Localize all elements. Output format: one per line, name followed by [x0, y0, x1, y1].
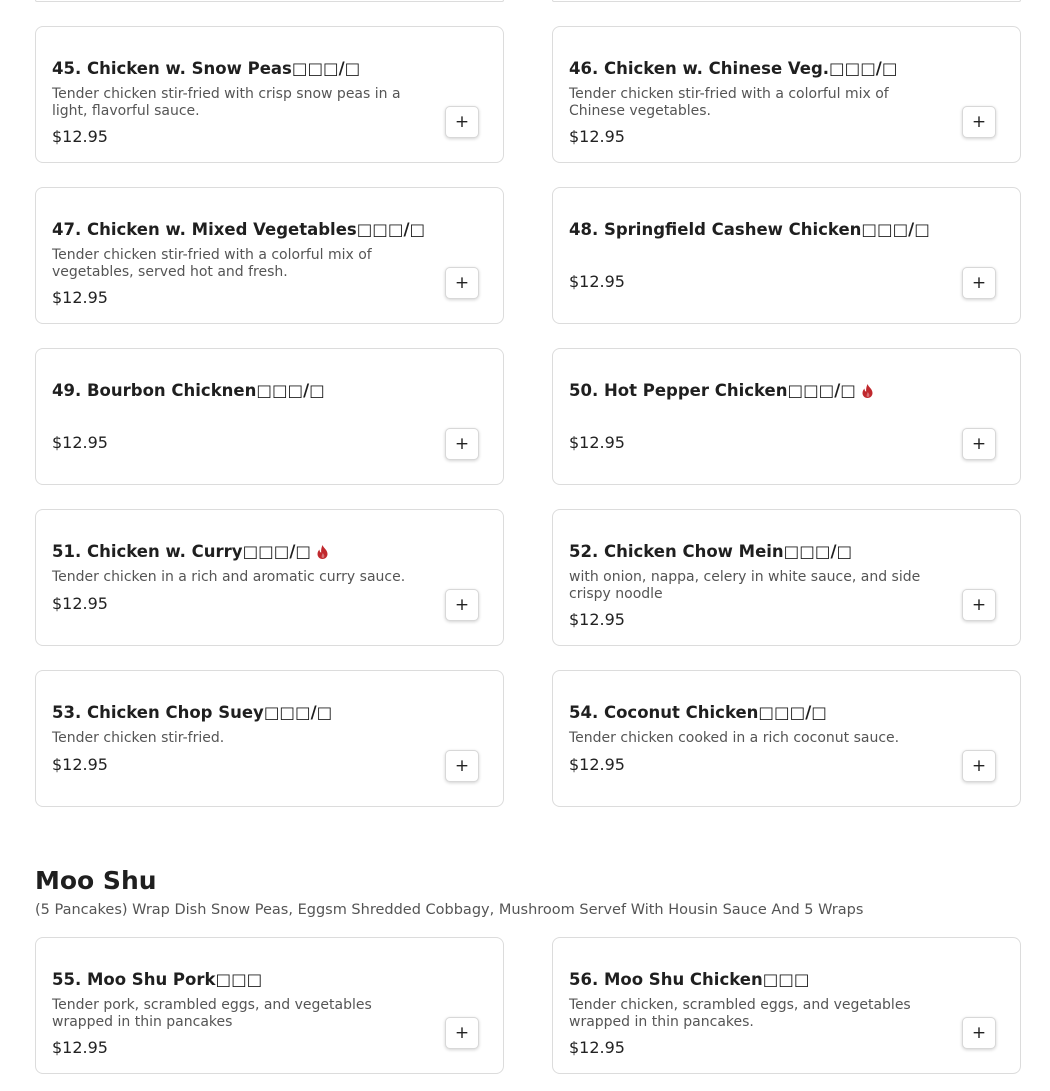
add-to-cart-button[interactable]: + [445, 106, 479, 138]
add-to-cart-button[interactable]: + [962, 428, 996, 460]
menu-item-chinese-name: □□□/□ [263, 703, 333, 722]
menu-item-chinese-name: □□□/□ [829, 59, 898, 78]
menu-item-description: Tender chicken stir-fried with a colorful mix of vegetables, served hot and fresh. [52, 247, 372, 280]
menu-item-card[interactable] [552, 26, 1021, 163]
menu-item-title [52, 703, 332, 722]
menu-item-title [569, 542, 852, 561]
menu-item-price: $12.95 [569, 127, 625, 146]
menu-item-name: 54. Coconut Chicken [569, 703, 759, 722]
menu-item-title [569, 703, 827, 722]
menu-item-chinese-name: □□□ [762, 970, 810, 989]
add-to-cart-button[interactable]: + [445, 750, 479, 782]
menu-item-name: 55. Moo Shu Pork [52, 970, 216, 989]
menu-item-name: 45. Chicken w. Snow Peas [52, 59, 292, 78]
add-to-cart-button[interactable]: + [445, 1017, 479, 1049]
menu-item-description: with onion, nappa, celery in white sauce, and side crispy noodle [569, 569, 921, 602]
menu-item-chinese-name: □□□ [215, 970, 263, 989]
menu-item-price: $12.95 [569, 272, 625, 291]
menu-item-card[interactable] [552, 348, 1021, 485]
menu-item-price: $12.95 [52, 1038, 108, 1057]
menu-item-price: $12.95 [52, 755, 108, 774]
menu-item-chinese-name: □□□/□ [783, 542, 853, 561]
add-to-cart-button[interactable]: + [445, 589, 479, 621]
menu-item-card-partial [35, 0, 504, 2]
menu-item-card[interactable] [35, 26, 504, 163]
add-to-cart-button[interactable]: + [962, 1017, 996, 1049]
menu-item-description: Tender chicken stir-fried. [52, 730, 225, 746]
menu-item-description: Tender chicken, scrambled eggs, and vegetables wrapped in thin pancakes. [569, 997, 911, 1030]
spicy-flame-icon [862, 384, 873, 398]
menu-item-price: $12.95 [52, 594, 108, 613]
menu-item-name: 56. Moo Shu Chicken [569, 970, 763, 989]
add-to-cart-button[interactable]: + [962, 589, 996, 621]
menu-item-name: 48. Springfield Cashew Chicken [569, 220, 862, 239]
menu-item-price: $12.95 [569, 433, 625, 452]
menu-item-title [569, 220, 930, 239]
add-to-cart-button[interactable]: + [445, 267, 479, 299]
menu-item-title [52, 542, 328, 561]
add-to-cart-button[interactable]: + [962, 750, 996, 782]
menu-item-description: Tender chicken in a rich and aromatic curry sauce. [52, 569, 406, 585]
menu-item-card[interactable] [552, 937, 1021, 1074]
menu-item-card[interactable] [35, 187, 504, 324]
menu-item-name: 52. Chicken Chow Mein [569, 542, 784, 561]
menu-item-price: $12.95 [52, 127, 108, 146]
menu-item-name: 53. Chicken Chop Suey [52, 703, 264, 722]
menu-item-price: $12.95 [569, 755, 625, 774]
menu-item-chinese-name: □□□/□ [291, 59, 361, 78]
menu-item-chinese-name: □□□/□ [758, 703, 827, 722]
menu-item-title [569, 381, 873, 400]
menu-item-price: $12.95 [52, 433, 108, 452]
menu-item-name: 50. Hot Pepper Chicken [569, 381, 788, 400]
menu-item-chinese-name: □□□/□ [356, 220, 426, 239]
menu-item-description: Tender chicken stir-fried with crisp snow peas in a light, flavorful sauce. [52, 86, 401, 119]
menu-item-price: $12.95 [569, 1038, 625, 1057]
menu-item-title [52, 381, 325, 400]
add-to-cart-button[interactable]: + [445, 428, 479, 460]
menu-item-name: 46. Chicken w. Chinese Veg. [569, 59, 830, 78]
menu-item-price: $12.95 [569, 610, 625, 629]
menu-item-card[interactable] [552, 670, 1021, 807]
menu-item-name: 47. Chicken w. Mixed Vegetables [52, 220, 357, 239]
menu-item-card[interactable] [35, 348, 504, 485]
menu-item-name: 51. Chicken w. Curry [52, 542, 243, 561]
spicy-flame-icon [317, 545, 328, 559]
menu-item-description: Tender chicken stir-fried with a colorful mix of Chinese vegetables. [569, 86, 889, 119]
menu-item-card[interactable] [35, 670, 504, 807]
add-to-cart-button[interactable]: + [962, 106, 996, 138]
menu-item-card-partial [552, 0, 1021, 2]
menu-item-description: Tender pork, scrambled eggs, and vegetables wrapped in thin pancakes [52, 997, 372, 1030]
menu-item-card[interactable] [552, 187, 1021, 324]
menu-item-card[interactable] [35, 509, 504, 646]
menu-item-card[interactable] [552, 509, 1021, 646]
menu-item-chinese-name: □□□/□ [787, 381, 856, 400]
menu-item-card[interactable] [35, 937, 504, 1074]
menu-item-title [569, 970, 809, 989]
menu-item-name: 49. Bourbon Chicknen [52, 381, 257, 400]
section-subtitle: (5 Pancakes) Wrap Dish Snow Peas, Eggsm Shredded Cobbagy, Mushroom Servef With Housin Sauce And 5 Wraps [35, 902, 864, 918]
menu-item-chinese-name: □□□/□ [256, 381, 325, 400]
menu-item-chinese-name: □□□/□ [242, 542, 311, 561]
menu-item-chinese-name: □□□/□ [861, 220, 930, 239]
menu-item-title [569, 59, 897, 78]
menu-item-title [52, 59, 360, 78]
section-title: Moo Shu [35, 866, 157, 895]
menu-item-title [52, 970, 262, 989]
add-to-cart-button[interactable]: + [962, 267, 996, 299]
menu-item-description: Tender chicken cooked in a rich coconut sauce. [569, 730, 900, 746]
menu-item-price: $12.95 [52, 288, 108, 307]
menu-item-title [52, 220, 425, 239]
